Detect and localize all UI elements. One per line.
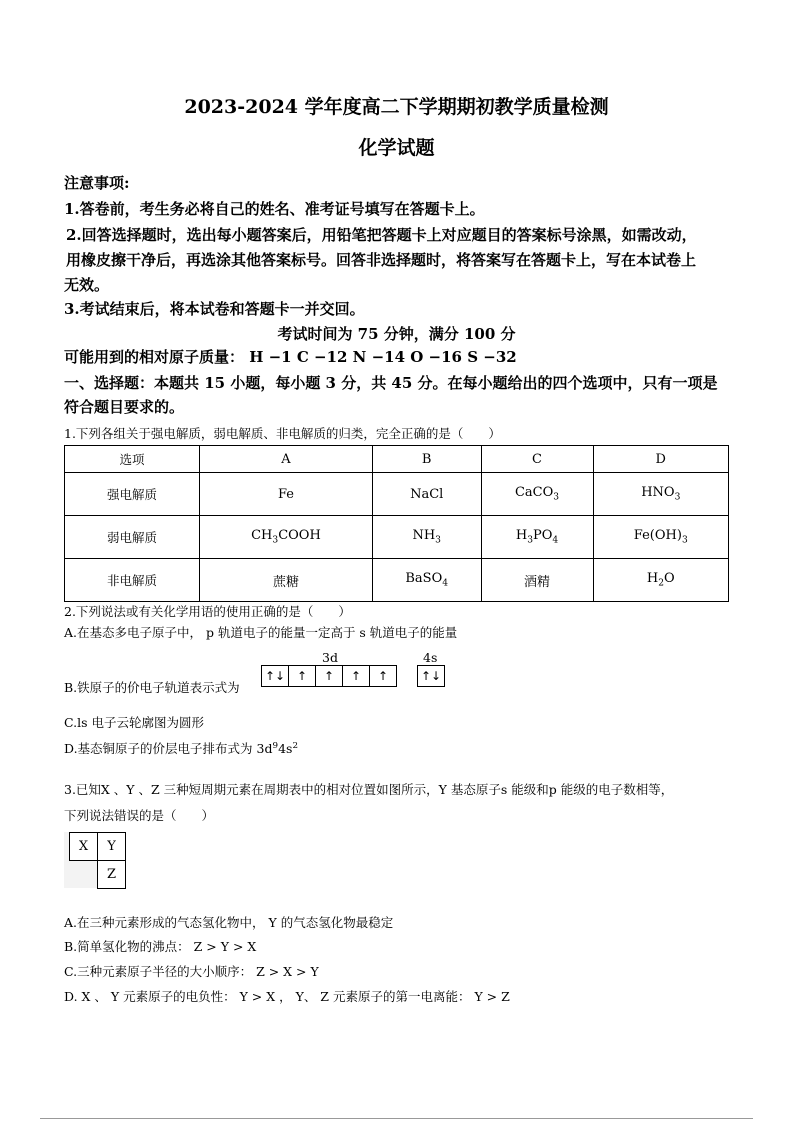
q3-stem-line2: 下列说法错误的是（ ）	[64, 808, 215, 823]
q1-weak-b: $NH_3$	[372, 516, 481, 559]
q2-stem: 2.下列说法或有关化学用语的使用正确的是（ ）	[64, 604, 351, 619]
orbital-box-3d-4: ↑	[342, 665, 370, 687]
q1-row-non	[65, 559, 729, 602]
q1-stem: 1.下列各组关于强电解质，弱电解质、非电解质的归类，完全正确的是（ ）	[64, 426, 501, 441]
q1-row-label-weak: 弱电解质	[65, 516, 200, 559]
exam-time: 考试时间为 75 分钟，满分 100 分	[277, 325, 516, 343]
q3-cell-y: Y	[97, 832, 126, 861]
q1-weak-c: $H_3PO_4$	[481, 516, 593, 559]
q1-non-c: 酒精	[481, 559, 593, 602]
notice-heading: 注意事项:	[64, 174, 130, 192]
q2-option-c: C.ls 电子云轮廓图为圆形	[64, 715, 204, 730]
section1-intro-line2: 符合题目要求的。	[64, 398, 185, 416]
q1-header-b: B	[372, 446, 481, 473]
notice-item-1: 1.答卷前，考生务必将自己的姓名、准考证号填写在答题卡上。	[64, 200, 485, 218]
notice-item-2-line2: 用橡皮擦干净后，再选涂其他答案标号。回答非选择题时，将答案写在答题卡上，写在本试卷上	[66, 251, 697, 269]
q2-label-4s: 4s	[423, 650, 438, 665]
q3-option-b: B.简单氢化物的沸点： Z > Y > X	[64, 939, 257, 954]
exam-subtitle: 化学试题	[358, 137, 435, 159]
q1-row-weak	[65, 516, 729, 559]
notice-item-2-line1: 2.回答选择题时，选出每小题答案后，用铅笔把答题卡上对应题目的答案标号涂黑，如需改动，	[66, 226, 697, 244]
q1-strong-d: $HNO_3$	[593, 473, 728, 516]
q3-cell-z: Z	[97, 860, 126, 889]
q3-option-d: D. X 、 Y 元素原子的电负性： Y > X ， Y、 Z 元素原子的第一电离能： Y > Z	[64, 989, 510, 1004]
q1-non-a: 蔗糖	[200, 559, 373, 602]
q2-option-a: A.在基态多电子原子中， p 轨道电子的能量一定高于 s 轨道电子的能量	[64, 625, 458, 640]
q1-header-option: 选项	[65, 446, 200, 473]
section1-intro-line1: 一、选择题：本题共 15 小题，每小题 3 分，共 45 分。在每小题给出的四个选项中，只有一项是	[64, 374, 718, 392]
q3-cell-x: X	[69, 832, 98, 861]
q1-row-label-strong: 强电解质	[65, 473, 200, 516]
q1-weak-d: $Fe(OH)_3$	[593, 516, 728, 559]
orbital-box-3d-2: ↑	[288, 665, 316, 687]
q1-strong-b: NaCl	[372, 473, 481, 516]
orbital-box-4s: ↑↓	[417, 665, 445, 687]
orbital-box-3d-1: ↑↓	[261, 665, 289, 687]
q2-option-b: B.铁原子的价电子轨道表示式为	[64, 680, 240, 695]
orbital-box-3d-3: ↑	[315, 665, 343, 687]
q1-non-b: BaSO$_4$	[372, 559, 481, 602]
q3-stem-line1: 3.已知X 、Y 、Z 三种短周期元素在周期表中的相对位置如图所示，Y 基态原子s 能级和p 能级的电子数相等，	[64, 782, 674, 797]
q1-table	[64, 445, 729, 602]
notice-item-2-line3: 无效。	[64, 276, 110, 294]
q1-row-strong	[65, 473, 729, 516]
q1-strong-a: Fe	[200, 473, 373, 516]
q1-header-c: C	[481, 446, 593, 473]
q3-option-a: A.在三种元素形成的气态氢化物中， Y 的气态氢化物最稳定	[64, 915, 394, 930]
q2-3d-orbital-diagram	[261, 665, 397, 687]
q2-label-3d: 3d	[322, 650, 338, 665]
notice-item-3: 3.考试结束后，将本试卷和答题卡一并交回。	[64, 300, 365, 318]
q1-header-d: D	[593, 446, 728, 473]
q1-header-a: A	[200, 446, 373, 473]
q1-weak-a: $CH_3COOH$	[200, 516, 373, 559]
q1-header-row	[65, 446, 729, 473]
q1-strong-c: CaCO$_3$	[481, 473, 593, 516]
q3-option-c: C.三种元素原子半径的大小顺序： Z > X > Y	[64, 964, 319, 979]
page-bottom-divider	[40, 1118, 753, 1119]
q1-row-label-non: 非电解质	[65, 559, 200, 602]
exam-title: 2023-2024 学年度高二下学期期初教学质量检测	[184, 96, 609, 118]
q2-option-d: D.基态铜原子的价层电子排布式为 $3d^94s^2$	[64, 740, 299, 756]
atomic-mass: 可能用到的相对原子质量： H −1 C −12 N −14 O −16 S −32	[64, 348, 517, 366]
q2-4s-orbital-diagram	[417, 665, 445, 687]
orbital-box-3d-5: ↑	[369, 665, 397, 687]
q1-non-d: $H_2O$	[593, 559, 728, 602]
